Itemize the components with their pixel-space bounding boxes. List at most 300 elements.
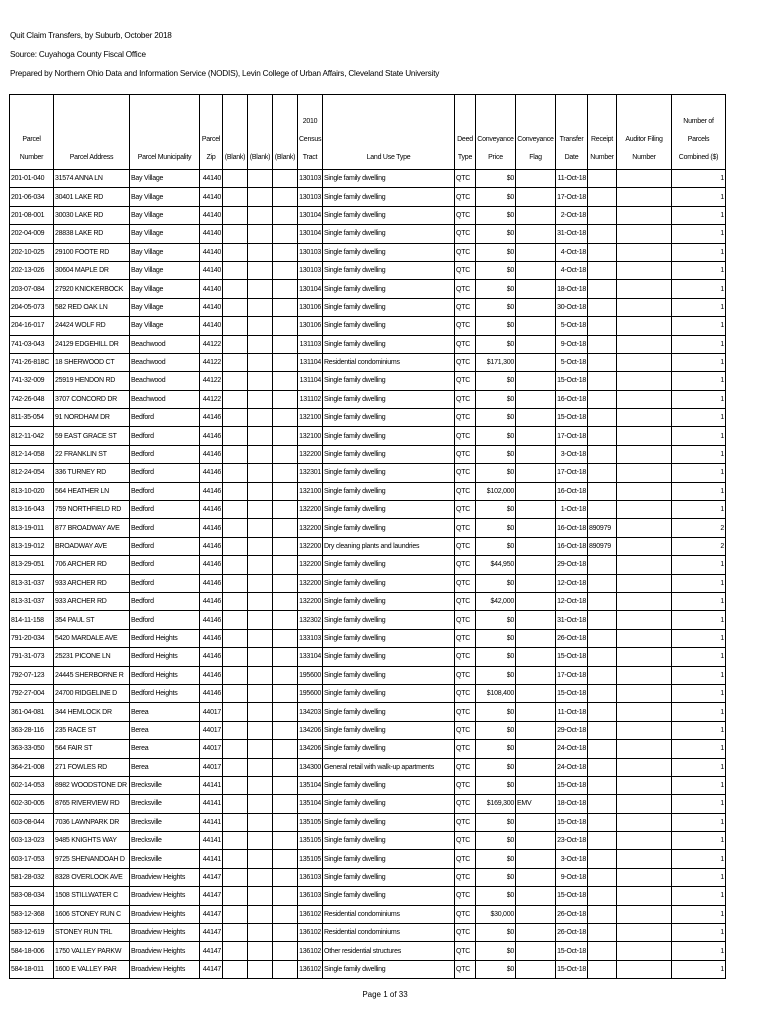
- table-row[interactable]: [10, 721, 726, 739]
- land-use-type-cell: General retail with walk-up apartments: [323, 758, 455, 776]
- parcel-address-cell: 564 FAIR ST: [54, 740, 130, 758]
- conveyance-price-cell: $0: [476, 261, 516, 279]
- receipt-number-cell: [588, 427, 617, 445]
- parcel-number-cell: 812-11-042: [10, 427, 54, 445]
- column-header[interactable]: (Blank): [223, 95, 248, 170]
- table-row[interactable]: [10, 758, 726, 776]
- deed-type-cell: QTC: [455, 703, 476, 721]
- blank-cell-cell: [223, 574, 248, 592]
- table-row[interactable]: [10, 501, 726, 519]
- parcel-municipality-cell: Bay Village: [130, 317, 200, 335]
- auditor-filing-number-cell: [617, 335, 672, 353]
- parcel-address-cell: 24700 RIDGELINE D: [54, 684, 130, 702]
- conveyance-flag-cell: [516, 372, 556, 390]
- parcel-address-cell: 235 RACE ST: [54, 721, 130, 739]
- table-row[interactable]: [10, 776, 726, 794]
- table-row[interactable]: [10, 740, 726, 758]
- parcel-zip-cell: 44146: [200, 629, 223, 647]
- table-row[interactable]: [10, 648, 726, 666]
- auditor-filing-number-cell: [617, 519, 672, 537]
- conveyance-price-cell: $0: [476, 501, 516, 519]
- table-row[interactable]: [10, 850, 726, 868]
- parcels-combined-cell: 1: [672, 482, 726, 500]
- blank-cell-cell: [273, 850, 298, 868]
- parcel-number-cell: 363-33-050: [10, 740, 54, 758]
- conveyance-price-cell: $102,000: [476, 482, 516, 500]
- transfer-date-cell: 4-Oct-18: [556, 261, 588, 279]
- column-header[interactable]: Transfer Date: [556, 95, 588, 170]
- land-use-type-cell: Single family dwelling: [323, 206, 455, 224]
- blank-cell-cell: [273, 648, 298, 666]
- conveyance-flag-cell: [516, 813, 556, 831]
- conveyance-price-cell: $0: [476, 776, 516, 794]
- auditor-filing-number-cell: [617, 648, 672, 666]
- parcels-combined-cell: 2: [672, 537, 726, 555]
- auditor-filing-number-cell: [617, 445, 672, 463]
- auditor-filing-number-cell: [617, 703, 672, 721]
- table-row[interactable]: [10, 795, 726, 813]
- blank-cell-cell: [248, 721, 273, 739]
- parcel-zip-cell: 44147: [200, 942, 223, 960]
- blank-cell-cell: [248, 353, 273, 371]
- parcel-zip-cell: 44141: [200, 832, 223, 850]
- table-row[interactable]: [10, 519, 726, 537]
- parcel-address-cell: 22 FRANKLIN ST: [54, 445, 130, 463]
- auditor-filing-number-cell: [617, 868, 672, 886]
- conveyance-price-cell: $169,300: [476, 795, 516, 813]
- parcels-combined-cell: 1: [672, 611, 726, 629]
- blank-cell-cell: [273, 445, 298, 463]
- deed-type-cell: QTC: [455, 372, 476, 390]
- parcels-combined-cell: 1: [672, 795, 726, 813]
- auditor-filing-number-cell: [617, 611, 672, 629]
- table-row[interactable]: [10, 629, 726, 647]
- table-row[interactable]: [10, 537, 726, 555]
- parcel-number-cell: 813-19-011: [10, 519, 54, 537]
- deed-type-cell: QTC: [455, 243, 476, 261]
- column-header[interactable]: Parcel Number: [10, 95, 54, 170]
- parcel-number-cell: 201-08-001: [10, 206, 54, 224]
- column-header[interactable]: 2010 Census Tract: [298, 95, 323, 170]
- table-row[interactable]: [10, 592, 726, 610]
- parcel-number-cell: 204-16-017: [10, 317, 54, 335]
- blank-cell-cell: [248, 666, 273, 684]
- table-row[interactable]: [10, 703, 726, 721]
- blank-cell-cell: [273, 464, 298, 482]
- auditor-filing-number-cell: [617, 592, 672, 610]
- blank-cell-cell: [223, 740, 248, 758]
- auditor-filing-number-cell: [617, 740, 672, 758]
- parcel-number-cell: 813-10-020: [10, 482, 54, 500]
- parcel-municipality-cell: Bedford: [130, 445, 200, 463]
- receipt-number-cell: [588, 776, 617, 794]
- census-tract-cell: 136102: [298, 905, 323, 923]
- table-row[interactable]: [10, 317, 726, 335]
- column-header[interactable]: Conveyance Price: [476, 95, 516, 170]
- parcel-number-cell: 791-20-034: [10, 629, 54, 647]
- parcels-combined-cell: 1: [672, 850, 726, 868]
- parcel-address-cell: 1750 VALLEY PARKW: [54, 942, 130, 960]
- parcel-address-cell: 29100 FOOTE RD: [54, 243, 130, 261]
- blank-cell-cell: [248, 960, 273, 978]
- transfer-date-cell: 11-Oct-18: [556, 703, 588, 721]
- parcel-address-cell: 24129 EDGEHILL DR: [54, 335, 130, 353]
- table-row[interactable]: [10, 409, 726, 427]
- auditor-filing-number-cell: [617, 243, 672, 261]
- transfer-date-cell: 3-Oct-18: [556, 850, 588, 868]
- table-row[interactable]: [10, 574, 726, 592]
- column-header[interactable]: Parcel Zip: [200, 95, 223, 170]
- receipt-number-cell: [588, 942, 617, 960]
- table-row[interactable]: [10, 482, 726, 500]
- deed-type-cell: QTC: [455, 170, 476, 188]
- auditor-filing-number-cell: [617, 629, 672, 647]
- blank-cell-cell: [273, 776, 298, 794]
- transfer-date-cell: 16-Oct-18: [556, 519, 588, 537]
- receipt-number-cell: [588, 684, 617, 702]
- conveyance-flag-cell: [516, 905, 556, 923]
- blank-cell-cell: [248, 850, 273, 868]
- transfer-date-cell: 9-Oct-18: [556, 335, 588, 353]
- parcel-zip-cell: 44140: [200, 280, 223, 298]
- receipt-number-cell: [588, 648, 617, 666]
- blank-cell-cell: [248, 501, 273, 519]
- parcel-number-cell: 202-13-026: [10, 261, 54, 279]
- blank-cell-cell: [223, 592, 248, 610]
- column-header[interactable]: Deed Type: [455, 95, 476, 170]
- parcel-address-cell: 24445 SHERBORNE R: [54, 666, 130, 684]
- auditor-filing-number-cell: [617, 960, 672, 978]
- table-row[interactable]: [10, 445, 726, 463]
- conveyance-flag-cell: [516, 850, 556, 868]
- conveyance-flag-cell: [516, 170, 556, 188]
- receipt-number-cell: [588, 740, 617, 758]
- table-row[interactable]: [10, 372, 726, 390]
- parcel-number-cell: 584-18-006: [10, 942, 54, 960]
- parcel-municipality-cell: Bay Village: [130, 225, 200, 243]
- parcel-address-cell: 3707 CONCORD DR: [54, 390, 130, 408]
- receipt-number-cell: [588, 170, 617, 188]
- conveyance-flag-cell: [516, 942, 556, 960]
- blank-cell-cell: [223, 170, 248, 188]
- land-use-type-cell: Single family dwelling: [323, 850, 455, 868]
- parcel-address-cell: 759 NORTHFIELD RD: [54, 501, 130, 519]
- table-row[interactable]: [10, 464, 726, 482]
- blank-cell-cell: [223, 629, 248, 647]
- auditor-filing-number-cell: [617, 942, 672, 960]
- conveyance-price-cell: $0: [476, 206, 516, 224]
- deed-type-cell: QTC: [455, 648, 476, 666]
- blank-cell-cell: [273, 280, 298, 298]
- blank-cell-cell: [248, 298, 273, 316]
- table-row[interactable]: [10, 887, 726, 905]
- table-body: [10, 170, 726, 979]
- blank-cell-cell: [273, 501, 298, 519]
- table-row[interactable]: [10, 666, 726, 684]
- parcel-address-cell: 30401 LAKE RD: [54, 188, 130, 206]
- parcel-municipality-cell: Brecksville: [130, 776, 200, 794]
- table-header: [10, 95, 726, 170]
- receipt-number-cell: [588, 850, 617, 868]
- blank-cell-cell: [248, 464, 273, 482]
- table-row[interactable]: [10, 280, 726, 298]
- conveyance-flag-cell: [516, 317, 556, 335]
- table-row[interactable]: [10, 225, 726, 243]
- parcel-municipality-cell: Beachwood: [130, 335, 200, 353]
- parcels-combined-cell: 1: [672, 170, 726, 188]
- blank-cell-cell: [273, 372, 298, 390]
- table-row[interactable]: [10, 684, 726, 702]
- census-tract-cell: 136103: [298, 887, 323, 905]
- census-tract-cell: 136102: [298, 924, 323, 942]
- parcel-address-cell: 336 TURNEY RD: [54, 464, 130, 482]
- transfer-date-cell: 26-Oct-18: [556, 905, 588, 923]
- blank-cell-cell: [273, 335, 298, 353]
- parcel-zip-cell: 44147: [200, 960, 223, 978]
- table-row[interactable]: [10, 813, 726, 831]
- table-row[interactable]: [10, 960, 726, 978]
- parcel-number-cell: 813-16-043: [10, 501, 54, 519]
- blank-cell-cell: [248, 629, 273, 647]
- land-use-type-cell: Single family dwelling: [323, 721, 455, 739]
- conveyance-price-cell: $30,000: [476, 905, 516, 923]
- table-row[interactable]: [10, 206, 726, 224]
- table-row[interactable]: [10, 390, 726, 408]
- parcel-address-cell: 8982 WOODSTONE DR: [54, 776, 130, 794]
- blank-cell-cell: [273, 317, 298, 335]
- header-row: [10, 95, 726, 170]
- blank-cell-cell: [248, 482, 273, 500]
- land-use-type-cell: Single family dwelling: [323, 335, 455, 353]
- blank-cell-cell: [273, 537, 298, 555]
- parcel-municipality-cell: Broadview Heights: [130, 924, 200, 942]
- blank-cell-cell: [223, 960, 248, 978]
- parcels-combined-cell: 1: [672, 740, 726, 758]
- parcel-address-cell: 25231 PICONE LN: [54, 648, 130, 666]
- parcel-municipality-cell: Bedford: [130, 556, 200, 574]
- census-tract-cell: 132100: [298, 409, 323, 427]
- parcels-combined-cell: 1: [672, 666, 726, 684]
- census-tract-cell: 131104: [298, 353, 323, 371]
- table-row[interactable]: [10, 942, 726, 960]
- blank-cell-cell: [223, 206, 248, 224]
- census-tract-cell: 131102: [298, 390, 323, 408]
- table-row[interactable]: [10, 427, 726, 445]
- deed-type-cell: QTC: [455, 740, 476, 758]
- parcel-address-cell: 344 HEMLOCK DR: [54, 703, 130, 721]
- table-row[interactable]: [10, 243, 726, 261]
- parcel-municipality-cell: Broadview Heights: [130, 960, 200, 978]
- table-row[interactable]: [10, 298, 726, 316]
- parcel-municipality-cell: Bay Village: [130, 280, 200, 298]
- receipt-number-cell: [588, 795, 617, 813]
- conveyance-price-cell: $0: [476, 648, 516, 666]
- column-header[interactable]: Parcel Address: [54, 95, 130, 170]
- parcels-combined-cell: 1: [672, 372, 726, 390]
- auditor-filing-number-cell: [617, 317, 672, 335]
- column-header[interactable]: Auditor Filing Number: [617, 95, 672, 170]
- deed-type-cell: QTC: [455, 556, 476, 574]
- conveyance-price-cell: $0: [476, 464, 516, 482]
- deed-type-cell: QTC: [455, 225, 476, 243]
- parcels-combined-cell: 1: [672, 574, 726, 592]
- conveyance-price-cell: $0: [476, 960, 516, 978]
- blank-cell-cell: [248, 409, 273, 427]
- parcels-combined-cell: 1: [672, 703, 726, 721]
- land-use-type-cell: Other residential structures: [323, 942, 455, 960]
- deed-type-cell: QTC: [455, 261, 476, 279]
- census-tract-cell: 132301: [298, 464, 323, 482]
- conveyance-price-cell: $0: [476, 629, 516, 647]
- blank-cell-cell: [248, 832, 273, 850]
- conveyance-flag-cell: [516, 335, 556, 353]
- blank-cell-cell: [273, 740, 298, 758]
- blank-cell-cell: [248, 445, 273, 463]
- column-header[interactable]: Number of Parcels Combined ($): [672, 95, 726, 170]
- receipt-number-cell: [588, 556, 617, 574]
- parcel-municipality-cell: Bedford: [130, 519, 200, 537]
- table-row[interactable]: [10, 556, 726, 574]
- parcel-number-cell: 361-04-081: [10, 703, 54, 721]
- parcel-municipality-cell: Bay Village: [130, 170, 200, 188]
- blank-cell-cell: [223, 666, 248, 684]
- census-tract-cell: 132200: [298, 537, 323, 555]
- census-tract-cell: 132200: [298, 445, 323, 463]
- parcel-address-cell: 28838 LAKE RD: [54, 225, 130, 243]
- auditor-filing-number-cell: [617, 758, 672, 776]
- conveyance-flag-cell: [516, 832, 556, 850]
- transfer-date-cell: 11-Oct-18: [556, 170, 588, 188]
- parcel-zip-cell: 44146: [200, 611, 223, 629]
- column-header[interactable]: (Blank): [248, 95, 273, 170]
- blank-cell-cell: [273, 629, 298, 647]
- table-row[interactable]: [10, 905, 726, 923]
- table-row[interactable]: [10, 170, 726, 188]
- land-use-type-cell: Single family dwelling: [323, 740, 455, 758]
- deed-type-cell: QTC: [455, 721, 476, 739]
- parcel-zip-cell: 44146: [200, 427, 223, 445]
- land-use-type-cell: Single family dwelling: [323, 795, 455, 813]
- column-header[interactable]: Parcel Municipality: [130, 95, 200, 170]
- auditor-filing-number-cell: [617, 684, 672, 702]
- blank-cell-cell: [248, 795, 273, 813]
- deed-type-cell: QTC: [455, 482, 476, 500]
- conveyance-flag-cell: [516, 740, 556, 758]
- parcel-number-cell: 792-07-123: [10, 666, 54, 684]
- conveyance-price-cell: $0: [476, 758, 516, 776]
- census-tract-cell: 132302: [298, 611, 323, 629]
- deed-type-cell: QTC: [455, 427, 476, 445]
- blank-cell-cell: [273, 243, 298, 261]
- table-row[interactable]: [10, 335, 726, 353]
- conveyance-price-cell: $0: [476, 740, 516, 758]
- deed-type-cell: QTC: [455, 537, 476, 555]
- parcel-municipality-cell: Brecksville: [130, 832, 200, 850]
- blank-cell-cell: [273, 832, 298, 850]
- blank-cell-cell: [248, 243, 273, 261]
- column-header[interactable]: Receipt Number: [588, 95, 617, 170]
- land-use-type-cell: Residential condominiums: [323, 905, 455, 923]
- parcels-combined-cell: 1: [672, 758, 726, 776]
- table-row[interactable]: [10, 924, 726, 942]
- table-row[interactable]: [10, 353, 726, 371]
- blank-cell-cell: [273, 684, 298, 702]
- blank-cell-cell: [273, 556, 298, 574]
- blank-cell-cell: [273, 390, 298, 408]
- conveyance-flag-cell: [516, 501, 556, 519]
- parcels-combined-cell: 1: [672, 648, 726, 666]
- transfer-date-cell: 17-Oct-18: [556, 666, 588, 684]
- table-row[interactable]: [10, 261, 726, 279]
- receipt-number-cell: [588, 280, 617, 298]
- parcel-number-cell: 583-12-619: [10, 924, 54, 942]
- auditor-filing-number-cell: [617, 353, 672, 371]
- blank-cell-cell: [248, 519, 273, 537]
- blank-cell-cell: [273, 519, 298, 537]
- blank-cell-cell: [248, 317, 273, 335]
- deed-type-cell: QTC: [455, 905, 476, 923]
- table-row[interactable]: [10, 188, 726, 206]
- blank-cell-cell: [223, 776, 248, 794]
- column-header[interactable]: Conveyance Flag: [516, 95, 556, 170]
- table-row[interactable]: [10, 611, 726, 629]
- parcel-municipality-cell: Berea: [130, 740, 200, 758]
- parcel-municipality-cell: Bay Village: [130, 206, 200, 224]
- blank-cell-cell: [248, 703, 273, 721]
- blank-cell-cell: [248, 390, 273, 408]
- parcel-number-cell: 813-31-037: [10, 574, 54, 592]
- parcel-zip-cell: 44141: [200, 813, 223, 831]
- blank-cell-cell: [248, 905, 273, 923]
- blank-cell-cell: [273, 887, 298, 905]
- parcel-number-cell: 792-27-004: [10, 684, 54, 702]
- receipt-number-cell: [588, 592, 617, 610]
- parcel-municipality-cell: Bedford: [130, 464, 200, 482]
- transfer-date-cell: 12-Oct-18: [556, 574, 588, 592]
- parcel-address-cell: 30604 MAPLE DR: [54, 261, 130, 279]
- parcel-number-cell: 741-26-818C: [10, 353, 54, 371]
- table-row[interactable]: [10, 832, 726, 850]
- blank-cell-cell: [223, 905, 248, 923]
- blank-cell-cell: [248, 887, 273, 905]
- transfer-date-cell: 26-Oct-18: [556, 924, 588, 942]
- parcel-municipality-cell: Brecksville: [130, 813, 200, 831]
- column-header[interactable]: (Blank): [273, 95, 298, 170]
- parcels-combined-cell: 1: [672, 942, 726, 960]
- transfer-date-cell: 18-Oct-18: [556, 280, 588, 298]
- parcels-combined-cell: 1: [672, 261, 726, 279]
- column-header[interactable]: Land Use Type: [323, 95, 455, 170]
- table-row[interactable]: [10, 868, 726, 886]
- parcel-zip-cell: 44017: [200, 758, 223, 776]
- transfer-date-cell: 30-Oct-18: [556, 298, 588, 316]
- transfer-date-cell: 15-Oct-18: [556, 813, 588, 831]
- transfer-date-cell: 4-Oct-18: [556, 243, 588, 261]
- parcel-municipality-cell: Bedford: [130, 592, 200, 610]
- parcel-zip-cell: 44140: [200, 298, 223, 316]
- blank-cell-cell: [223, 813, 248, 831]
- auditor-filing-number-cell: [617, 776, 672, 794]
- land-use-type-cell: Single family dwelling: [323, 592, 455, 610]
- auditor-filing-number-cell: [617, 924, 672, 942]
- blank-cell-cell: [273, 574, 298, 592]
- transfer-date-cell: 15-Oct-18: [556, 960, 588, 978]
- parcel-number-cell: 791-31-073: [10, 648, 54, 666]
- transfer-date-cell: 17-Oct-18: [556, 188, 588, 206]
- parcel-address-cell: 27920 KNICKERBOCK: [54, 280, 130, 298]
- blank-cell-cell: [273, 758, 298, 776]
- blank-cell-cell: [273, 353, 298, 371]
